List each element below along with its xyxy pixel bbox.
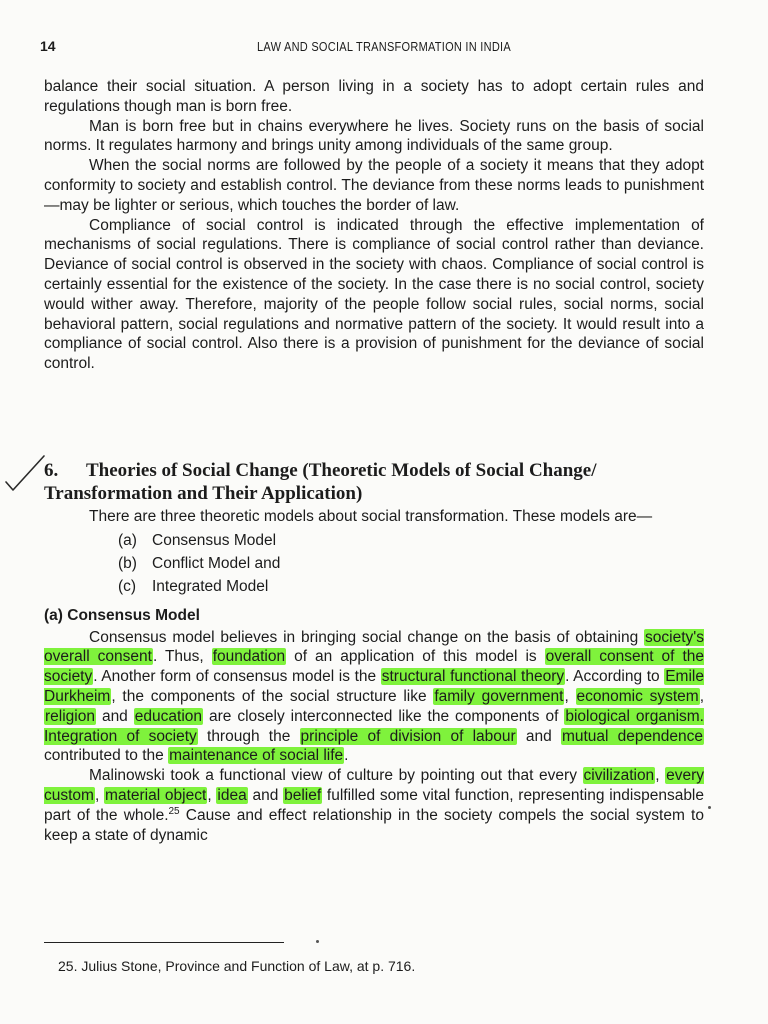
- highlight: economic system: [576, 687, 699, 705]
- speck: [316, 940, 319, 943]
- highlight: civilization: [583, 767, 655, 785]
- paragraph-1: balance their social situation. A person living in a society has to adopt certain rules and regulations though man is born free.: [44, 78, 704, 115]
- footnote-reference: 25: [168, 805, 180, 817]
- highlight: religion: [45, 707, 95, 725]
- list-item: (b) Conflict Model and: [118, 554, 281, 572]
- highlight: mutual dependence: [561, 727, 703, 745]
- footnote-number: 25.: [58, 958, 78, 974]
- list-item: (a) Consensus Model: [118, 531, 277, 549]
- models-list: [44, 529, 704, 598]
- speck: [708, 806, 711, 809]
- highlight: idea: [217, 786, 247, 804]
- highlight: overall consent of the society: [44, 648, 705, 686]
- paragraph-4: Compliance of social control is indicated through the effective implementation of mechanisms of social regulations. There is compliance of social control rather than deviance. Deviance of social control is observed in the society with chaos. Compliance of social control is certainly essential for the existence of the society. In the case there is no social control, society would wither away. Therefore, majority of the people follow social rules, social norms, social behavioral pattern, social regulations and normative pattern of the society. It would result into a compliance of social control. Also there is a provision of punishment for the deviance of social control.: [44, 216, 704, 373]
- subsection-heading: (a) Consensus Model: [44, 606, 200, 624]
- highlight: maintenance of social life: [169, 747, 344, 765]
- highlight: belief: [284, 786, 322, 804]
- consensus-paragraph-1: Consensus model believes in bringing social change on the basis of obtaining society's overall consent. Thus, foundation of an application of this model is overall consent of the society. Another form of consensus model is the structural functional theory. According to Emile Durkheim, the components of the social structure like family government, economic system, religion and education are closely interconnected like the components of biological organism. Integration of society through the principle of division of labour and mutual dependence contributed to the maintenance of social life.: [44, 628, 705, 765]
- consensus-paragraph-2: Malinowski took a functional view of culture by pointing out that every civilization, every custom, material object, idea and belief fulfilled some vital function, representing indispensable part of the whole.$^{25}$ Cause and effect relationship in the society compels the social system to keep a state of dynamic: [44, 767, 704, 844]
- highlight: society's overall consent: [44, 628, 704, 666]
- highlight: structural functional theory: [381, 668, 565, 686]
- section-6: [44, 459, 704, 845]
- section-intro: There are three theoretic models about social transformation. These models are—: [89, 508, 653, 525]
- section-title: Theories of Social Change (Theoretic Models of Social Change/ Transformation and Their Application): [44, 460, 597, 504]
- checkmark-icon: [4, 452, 48, 494]
- list-item: (c) Integrated Model: [118, 577, 269, 595]
- highlight: biological organism. Integration of society: [44, 707, 704, 745]
- highlight: Emile Durkheim: [44, 668, 704, 705]
- highlight: family government: [434, 687, 564, 705]
- footnote-text: Julius Stone, Province and Function of Law, at p. 716.: [81, 958, 416, 974]
- section-number: 6.: [44, 460, 59, 481]
- highlight: education: [134, 707, 203, 725]
- running-title: LAW AND SOCIAL TRANSFORMATION IN INDIA: [257, 40, 511, 54]
- footnote-rule: [44, 942, 284, 943]
- page-number: 14: [40, 38, 56, 54]
- paragraph-2: Man is born free but in chains everywhere he lives. Society runs on the basis of social norms. It regulates harmony and brings unity among individuals of the same group.: [44, 117, 704, 155]
- footnote: [58, 958, 415, 974]
- body-text: [44, 77, 704, 374]
- highlight: foundation: [212, 648, 286, 666]
- page-header: [40, 38, 728, 58]
- highlight: every custom: [44, 767, 704, 804]
- highlight: material object: [105, 786, 207, 804]
- highlight: principle of division of labour: [300, 727, 516, 745]
- paragraph-3: When the social norms are followed by the people of a society it means that they adopt conformity to society and establish control. The deviance from these norms leads to punishment—may be lighter or serious, which touches the border of law.: [44, 157, 704, 214]
- section-heading: [44, 459, 704, 505]
